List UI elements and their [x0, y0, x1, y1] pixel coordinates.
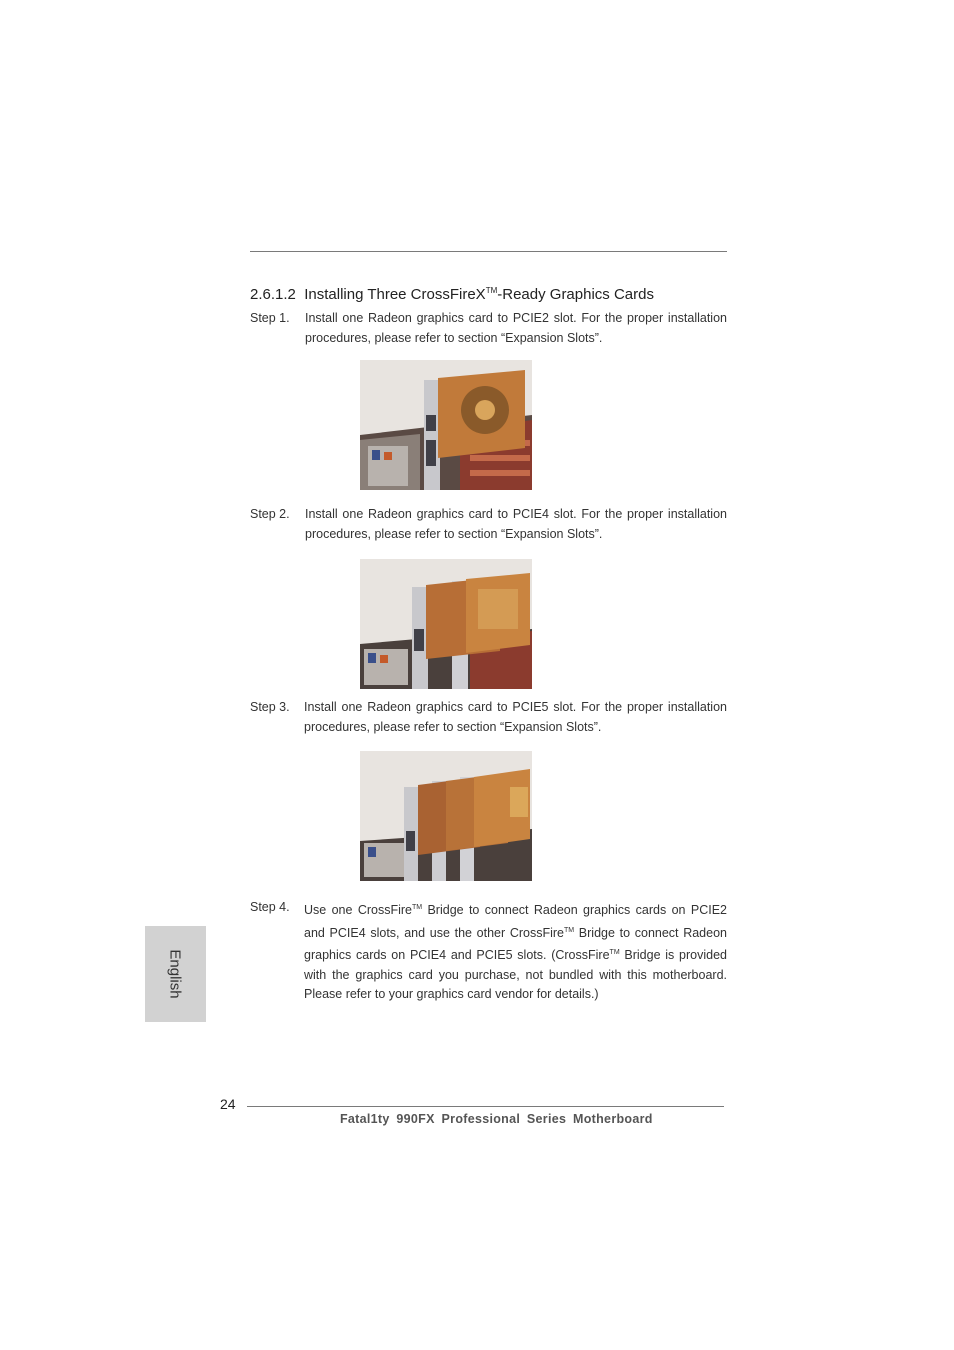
step-4-text-part1: Use one CrossFire — [304, 903, 412, 917]
step-4-text-part2: Bridge to connect Radeon graphics cards on PCIE2 and PCIE4 slots, and use the other CrossFire — [304, 903, 727, 940]
footer-rule — [247, 1106, 724, 1107]
photo-three-cards-installed — [360, 751, 532, 881]
section-title-part1: Installing Three CrossFireX — [304, 286, 486, 303]
step-3-text: Install one Radeon graphics card to PCIE5 slot. For the proper installation procedures, please refer to section “Expansion Slots”. — [304, 700, 727, 734]
step-1-label: Step 1. — [250, 311, 290, 325]
step-4-label: Step 4. — [250, 900, 290, 914]
section-title-part2: -Ready Graphics Cards — [497, 286, 654, 303]
step-1-text: Install one Radeon graphics card to PCIE2 slot. For the proper installation procedures, please refer to section “Expansion Slots”. — [305, 311, 727, 345]
trademark-mark: TM — [564, 926, 575, 934]
step-4-text — [304, 898, 727, 1005]
trademark-mark: TM — [411, 904, 423, 911]
step-4-text-part3: Bridge to connect Radeon graphics cards on PCIE4 and PCIE5 slots. (CrossFire — [304, 925, 727, 962]
trademark-mark: TM — [609, 949, 620, 956]
page-number: 24 — [220, 1096, 236, 1112]
photo-two-cards-installed — [360, 559, 532, 689]
language-side-tab — [145, 926, 206, 1022]
section-heading — [250, 286, 654, 303]
step-2-text: Install one Radeon graphics card to PCIE4 slot. For the proper installation procedures, please refer to section “Expansion Slots”. — [305, 507, 727, 541]
language-label: English — [166, 949, 184, 999]
step-2-label: Step 2. — [250, 507, 290, 521]
trademark-mark: TM — [485, 286, 498, 295]
section-number: 2.6.1.2 — [250, 286, 296, 303]
photo-one-card-installed — [360, 360, 532, 490]
step-3-label: Step 3. — [250, 700, 290, 714]
step-4-text-part4: Bridge is provided with the graphics card you purchase, not bundled with this motherboard. Please refer to your graphics card vendor for details.) — [304, 948, 727, 1001]
header-rule — [250, 251, 727, 252]
footer-title: Fatal1ty 990FX Professional Series Motherboard — [340, 1112, 653, 1126]
